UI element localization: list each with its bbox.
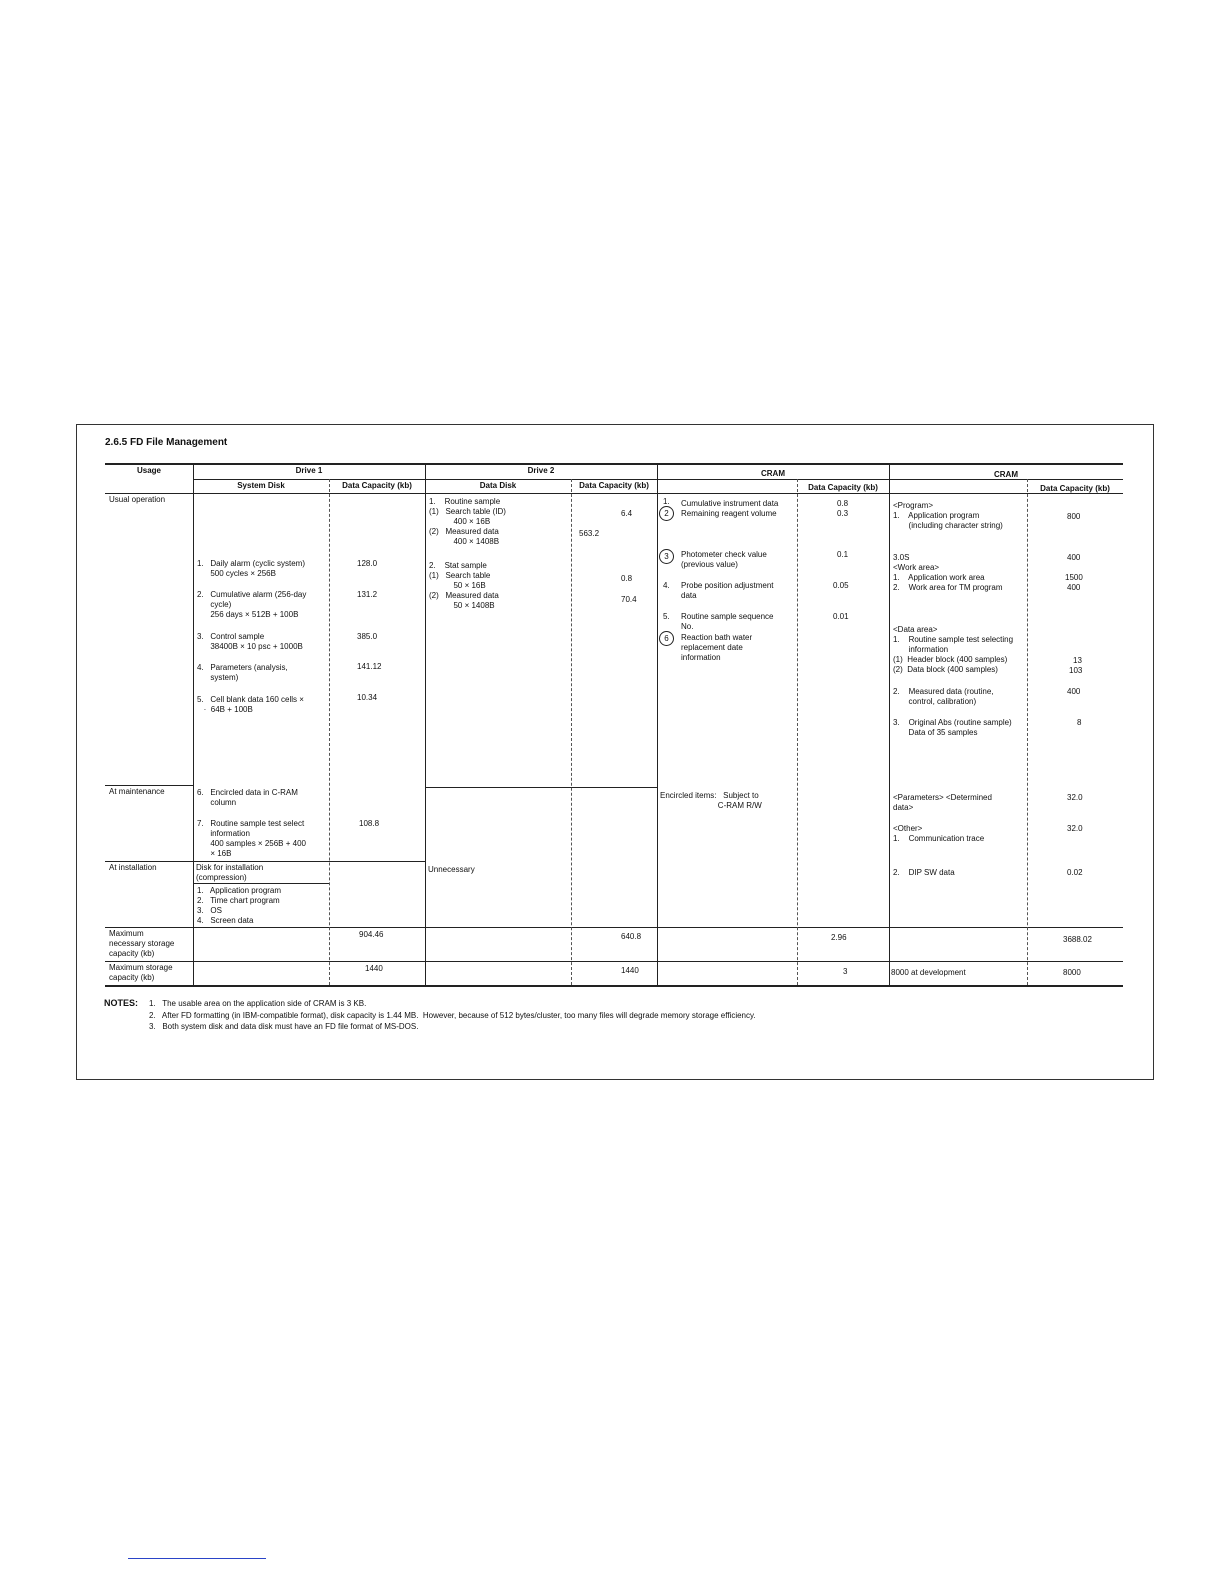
- cram2-original-abs: 3. Original Abs (routine sample) Data of 35 samples: [893, 718, 1012, 737]
- usage-max-storage: Maximum storage capacity (kb): [109, 963, 173, 982]
- usage-max-necessary: Maximum necessary storage capacity (kb): [109, 929, 175, 958]
- note-2: 2. After FD formatting (in IBM-compatible format), disk capacity is 1.44 MB. However, because of 512 bytes/cluster, too many files will degrade memory storage efficiency.: [149, 1011, 756, 1020]
- drive2-stat-value-2: 70.4: [621, 595, 637, 604]
- header-data-disk: Data Disk: [479, 481, 517, 490]
- drive1-install-disk: Disk for installation (compression): [196, 863, 264, 882]
- cram1-item-6: Reaction bath water replacement date information: [681, 633, 753, 662]
- cram1-item-1-value: 0.8: [837, 499, 849, 508]
- cram1-encircled-note: Encircled items: Subject to C-RAM R/W: [660, 791, 762, 810]
- maxstor-rule: [105, 961, 1123, 962]
- maxnec-rule: [105, 927, 1123, 928]
- cram1-item-4-value: 0.05: [833, 581, 849, 590]
- cram2-max-necessary: 3688.02: [1063, 935, 1092, 944]
- drive1-item-1: 1. Daily alarm (cyclic system) 500 cycles × 256B: [197, 559, 306, 578]
- cram1-item-2-number-circle: 2: [659, 506, 674, 521]
- fd-file-management-figure: [76, 424, 1154, 1080]
- cram2-dip-sw: 2. DIP SW data: [893, 868, 955, 877]
- cram2-parameters: <Parameters> <Determined data>: [893, 793, 992, 812]
- cram2-dip-sw-value: 0.02: [1067, 868, 1083, 877]
- table-top-rule: [105, 463, 1123, 465]
- drive1-max-necessary: 904.46: [359, 930, 384, 939]
- note-1: 1. The usable area on the application side of CRAM is 3 KB.: [149, 999, 367, 1008]
- cram2-work-value-2: 400: [1067, 583, 1081, 592]
- drive2-cap-divider: [571, 479, 572, 985]
- header-system-disk: System Disk: [237, 481, 285, 490]
- header-capacity-2: Data Capacity (kb): [579, 481, 649, 490]
- drive1-item-7: 7. Routine sample test select information 400 samples × 256B + 400 × 16B: [197, 819, 306, 858]
- cram1-item-4-number: 4.: [663, 581, 670, 590]
- cram1-item-3: Photometer check value (previous value): [681, 550, 767, 569]
- drive1-item-3: 3. Control sample 38400B × 10 psc + 1000B: [197, 632, 303, 651]
- drive1-item-2-value: 131.2: [357, 590, 378, 599]
- drive1-item-6: 6. Encircled data in C-RAM column: [197, 788, 298, 807]
- cram1-item-2-value: 0.3: [837, 509, 849, 518]
- header-capacity-1: Data Capacity (kb): [342, 481, 412, 490]
- drive1-max-storage: 1440: [365, 964, 383, 973]
- drive1-item-4: 4. Parameters (analysis, system): [197, 663, 288, 682]
- cram2-measured-data: 2. Measured data (routine, control, calibration): [893, 687, 994, 706]
- cram2-os-value: 400: [1067, 553, 1081, 562]
- cram2-program: <Program> 1. Application program (including character string): [893, 501, 1003, 530]
- header-capacity-3: Data Capacity (kb): [808, 483, 878, 492]
- drive1-install-list: 1. Application program 2. Time chart program 3. OS 4. Screen data: [197, 886, 282, 925]
- header-bottom-rule: [105, 493, 1123, 494]
- cram2-program-value: 800: [1067, 512, 1081, 521]
- cram2-original-abs-value: 8: [1077, 718, 1082, 727]
- cram1-item-1: Cumulative instrument data: [681, 499, 779, 508]
- cram1-item-2: Remaining reagent volume: [681, 509, 777, 518]
- cram1-item-4: Probe position adjustment data: [681, 581, 774, 600]
- cram1-item-1-number: 1.: [663, 497, 670, 506]
- cram2-data-area: <Data area> 1. Routine sample test selecting information (1) Header block (400 samples) (2) Data block (400 samples): [893, 625, 1014, 674]
- usage-col-divider: [193, 463, 194, 985]
- drive2-maint-rule: [425, 787, 657, 788]
- cram2-work-value-1: 1500: [1065, 573, 1083, 582]
- drive1-item-3-value: 385.0: [357, 632, 378, 641]
- usage-installation: At installation: [109, 863, 157, 872]
- cram2-data-value-2: 103: [1069, 666, 1083, 675]
- drive1-item-5: 5. Cell blank data 160 cells × · 64B + 100B: [197, 695, 304, 714]
- usage-usual: Usual operation: [109, 495, 166, 504]
- drive2-stat-value-1: 0.8: [621, 574, 633, 583]
- drive1-item-7-value: 108.8: [359, 819, 380, 828]
- cram2-max-storage: 8000: [1063, 968, 1081, 977]
- drive1-cap-divider: [329, 479, 330, 985]
- cram1-item-5: Routine sample sequence No.: [681, 612, 774, 631]
- cram1-max-necessary: 2.96: [831, 933, 847, 942]
- drive1-item-4-value: 141.12: [357, 662, 382, 671]
- cram1-item-5-number: 5.: [663, 612, 670, 621]
- cram2-parameters-value: 32.0: [1067, 793, 1083, 802]
- header-capacity-4: Data Capacity (kb): [1040, 484, 1110, 493]
- header-usage: Usage: [136, 466, 161, 475]
- cram2-measured-value: 400: [1067, 687, 1081, 696]
- drive2-stat-sample: 2. Stat sample (1) Search table 50 × 16B (2) Measured data 50 × 1408B: [429, 561, 499, 610]
- cram1-item-3-number-circle: 3: [659, 549, 674, 564]
- header-cram-1: CRAM: [761, 469, 785, 478]
- section-title: 2.6.5 FD File Management: [105, 437, 228, 448]
- header-drive1: Drive 1: [295, 466, 323, 475]
- drive1-item-2: 2. Cumulative alarm (256-day cycle) 256 days × 512B + 100B: [197, 590, 307, 619]
- cram2-data-value-1: 13: [1073, 656, 1082, 665]
- cram1-item-6-number-circle: 6: [659, 631, 674, 646]
- drive2-routine-value-2: 563.2: [579, 529, 600, 538]
- drive2-max-necessary: 640.8: [621, 932, 642, 941]
- header-drive2: Drive 2: [527, 466, 555, 475]
- drive1-drive2-divider: [425, 463, 426, 985]
- drive2-routine-sample: 1. Routine sample (1) Search table (ID) 400 × 16B (2) Measured data 400 × 1408B: [429, 497, 506, 546]
- drive1-item-5-value: 10.34: [357, 693, 378, 702]
- drive1-item-1-value: 128.0: [357, 559, 378, 568]
- usage-maintenance: At maintenance: [109, 787, 165, 796]
- cram1-cap-divider: [797, 479, 798, 985]
- note-3: 3. Both system disk and data disk must have an FD file format of MS-DOS.: [149, 1022, 419, 1031]
- maint-rule: [105, 785, 193, 786]
- cram1-item-3-value: 0.1: [837, 550, 849, 559]
- footer-rule: [128, 1558, 266, 1559]
- cram2-other-value: 32.0: [1067, 824, 1083, 833]
- cram2-cap-divider: [1027, 479, 1028, 985]
- install-sub-rule: [193, 883, 329, 884]
- install-rule: [105, 861, 425, 862]
- drive2-cram-divider: [657, 463, 658, 985]
- drive2-unnecessary: Unnecessary: [428, 865, 475, 874]
- cram1-item-5-value: 0.01: [833, 612, 849, 621]
- table-bottom-rule: [105, 985, 1123, 987]
- notes-label: NOTES:: [104, 998, 139, 1008]
- cram2-max-storage-label: 8000 at development: [891, 968, 966, 977]
- drive2-routine-value-1: 6.4: [621, 509, 633, 518]
- header-cram-2: CRAM: [994, 470, 1018, 479]
- cram-cram-divider: [889, 463, 890, 985]
- cram1-max-storage: 3: [843, 967, 848, 976]
- cram2-os-work-area: 3.0S <Work area> 1. Application work area 2. Work area for TM program: [893, 553, 1003, 592]
- cram2-other: <Other> 1. Communication trace: [893, 824, 985, 843]
- drive2-max-storage: 1440: [621, 966, 639, 975]
